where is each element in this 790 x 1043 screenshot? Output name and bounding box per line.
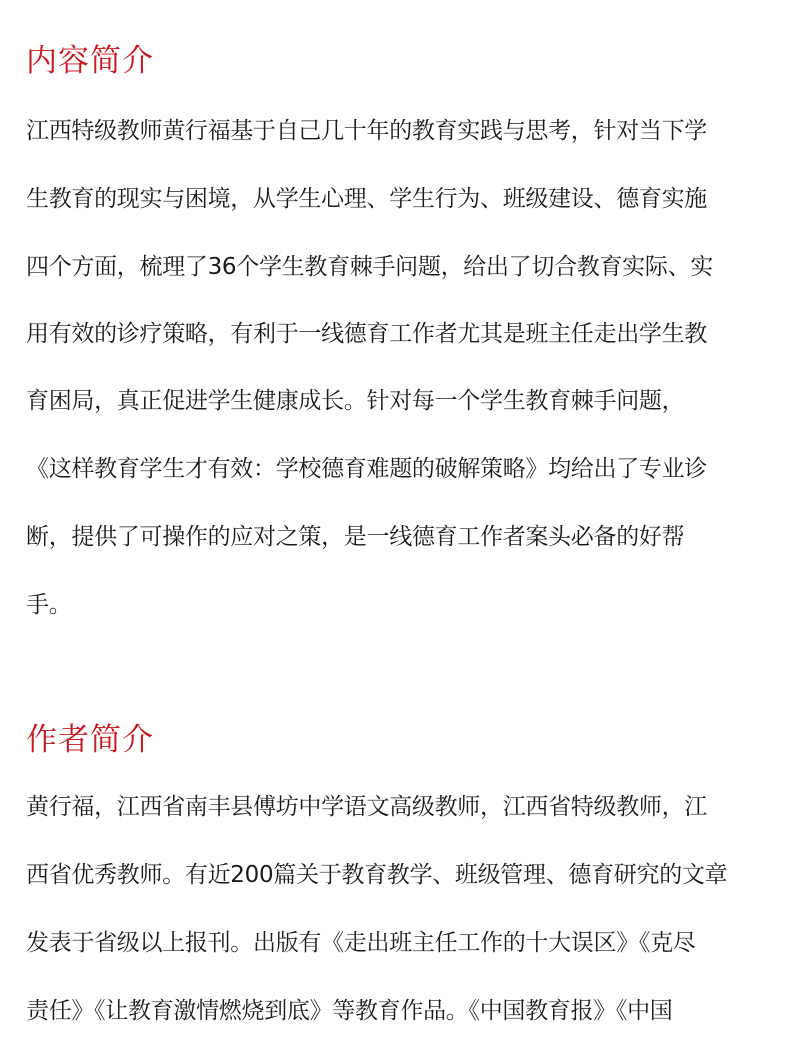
author-heading: 作者简介 [26,722,154,758]
author-line-1: 黄行福，江西省南丰县傅坊中学语文高级教师，江西省特级教师，江 [26,794,708,820]
intro-line-4: 用有效的诊疗策略，有利于一线德育工作者尤其是班主任走出学生教 [26,321,708,347]
author-line-3: 发表于省级以上报刊。出版有《走出班主任工作的十大误区》《克尽 [26,930,696,956]
author-line-4: 责任》《让教育激情燃烧到底》等教育作品。《中国教育报》《中国 [26,998,673,1024]
intro-line-1: 江西特级教师黄行福基于自己几十年的教育实践与思考，针对当下学 [26,118,708,144]
intro-line-8: 手。 [26,592,72,618]
intro-line-7: 断，提供了可操作的应对之策，是一线德育工作者案头必备的好帮 [26,524,685,550]
intro-heading: 内容简介 [26,43,154,79]
intro-line-2: 生教育的现实与困境，从学生心理、学生行为、班级建设、德育实施 [26,186,708,212]
intro-line-3: 四个方面，梳理了36个学生教育棘手问题，给出了切合教育实际、实 [26,254,713,280]
intro-line-6: 《这样教育学生才有效：学校德育难题的破解策略》均给出了专业诊 [26,456,708,482]
author-line-2: 西省优秀教师。有近200篇关于教育教学、班级管理、德育研究的文章 [26,862,728,888]
intro-line-5: 育困局，真正促进学生健康成长。针对每一个学生教育棘手问题， [26,388,685,414]
